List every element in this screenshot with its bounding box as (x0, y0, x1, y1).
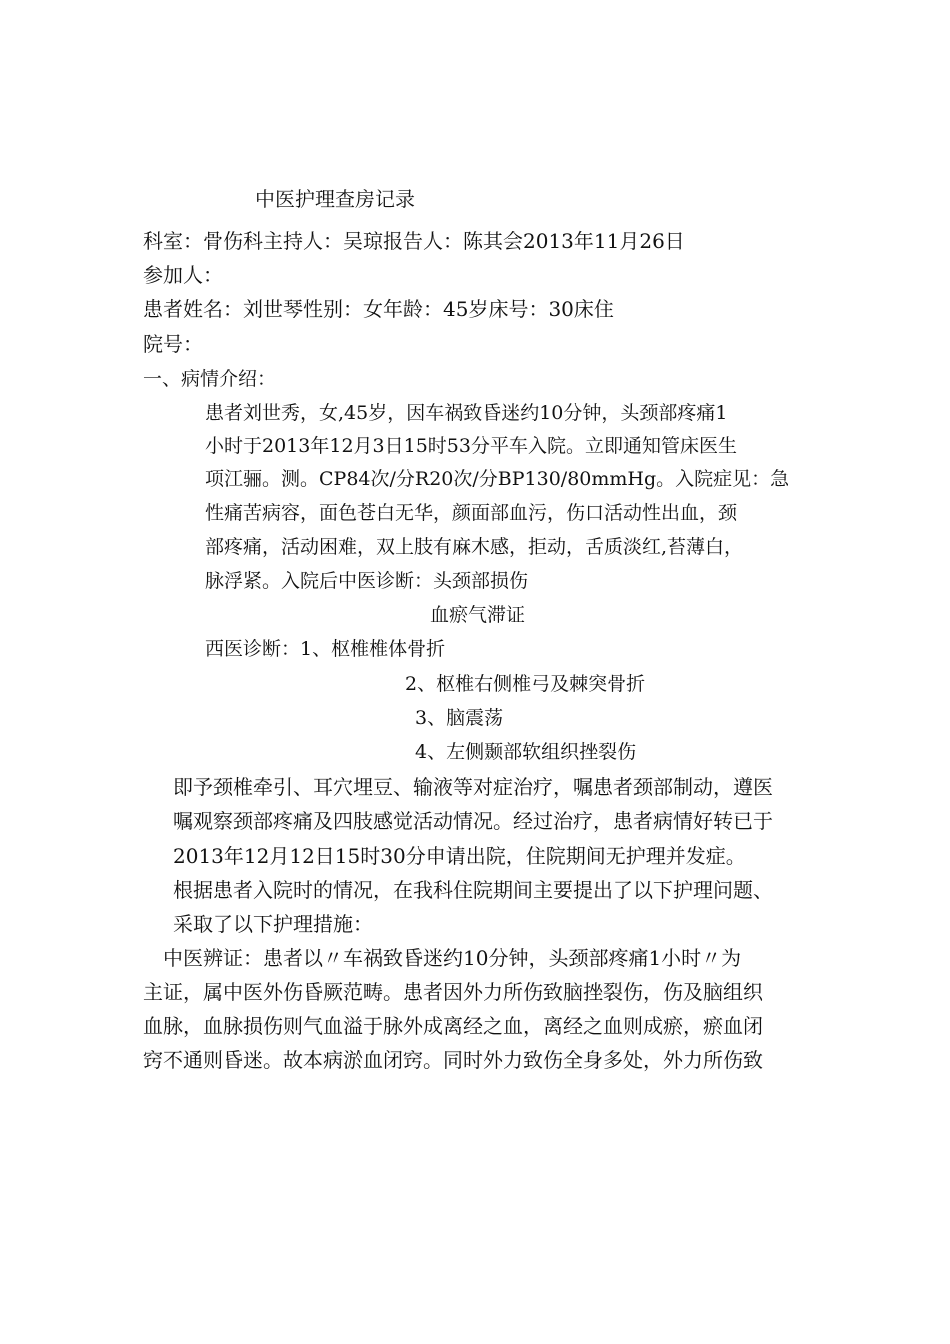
western-diagnosis-line: 西医诊断：1、枢椎椎体骨折 (205, 638, 446, 660)
document-title: 中医护理查房记录 (255, 187, 415, 211)
treatment-line: 根据患者入院时的情况，在我科住院期间主要提出了以下护理问题、 (173, 878, 773, 902)
treatment-line: 即予颈椎牵引、耳穴埋豆、输液等对症治疗，嘱患者颈部制动，遵医 (173, 775, 773, 799)
differentiation-line: 窍不通则昏迷。故本病淤血闭窍。同时外力致伤全身多处，外力所伤致 (143, 1048, 763, 1072)
intro-line: 项江骊。测。CP84次/分R20次/分BP130/80mmHg。入院症见：急 (205, 468, 790, 490)
intro-line: 脉浮紧。入院后中医诊断：头颈部损伤 (205, 570, 529, 592)
treatment-line: 采取了以下护理措施： (173, 912, 373, 936)
differentiation-line: 主证，属中医外伤昏厥范畴。患者因外力所伤致脑挫裂伤，伤及脑组织 (143, 980, 763, 1004)
western-diagnosis-line: 2、枢椎右侧椎弓及棘突骨折 (405, 673, 646, 695)
header-hospital-number-line: 院号： (143, 332, 203, 356)
intro-line: 小时于2013年12月3日15时53分平车入院。立即通知管床医生 (205, 435, 737, 457)
treatment-line: 2013年12月12日15时30分申请出院，住院期间无护理并发症。 (173, 844, 746, 868)
intro-line: 部疼痛，活动困难，双上肢有麻木感，拒动，舌质淡红,苔薄白， (205, 536, 744, 558)
differentiation-line: 血脉，血脉损伤则气血溢于脉外成离经之血，离经之血则成瘀，瘀血闭 (143, 1014, 763, 1038)
treatment-line: 嘱观察颈部疼痛及四肢感觉活动情况。经过治疗，患者病情好转已于 (173, 809, 773, 833)
intro-line: 患者刘世秀，女,45岁，因车祸致昏迷约10分钟，头颈部疼痛1 (205, 402, 728, 424)
header-attendees-line: 参加人： (143, 263, 223, 287)
header-dept-line: 科室：骨伤科主持人：吴琼报告人：陈其会2013年11月26日 (143, 229, 685, 253)
intro-line: 性痛苦病容，面色苍白无华，颜面部血污，伤口活动性出血，颈 (205, 502, 738, 524)
section-heading: 一、病情介绍： (143, 368, 277, 390)
header-patient-line: 患者姓名：刘世琴性别：女年龄：45岁床号：30床住 (143, 297, 614, 321)
tcm-syndrome: 血瘀气滞证 (430, 604, 526, 626)
western-diagnosis-line: 3、脑震荡 (415, 707, 504, 729)
differentiation-line: 中医辨证：患者以〃车祸致昏迷约10分钟，头颈部疼痛1小时〃为 (163, 946, 742, 970)
western-diagnosis-line: 4、左侧颞部软组织挫裂伤 (415, 741, 637, 763)
